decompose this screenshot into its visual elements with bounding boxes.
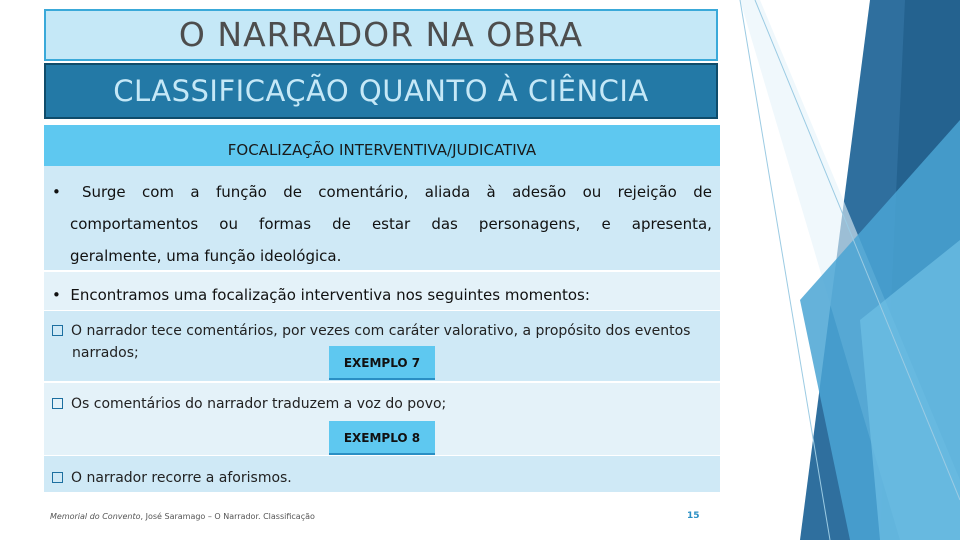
paragraph-2 xyxy=(52,286,712,304)
word: rejeição xyxy=(617,183,677,201)
bullet-icon: • xyxy=(52,183,66,201)
word: função xyxy=(215,183,267,201)
footer-rest: , José Saramago – O Narrador. Classificação xyxy=(140,512,315,521)
word: apresenta, xyxy=(631,215,712,233)
example-7-button[interactable]: EXEMPLO 7 xyxy=(329,346,435,380)
word: adesão xyxy=(512,183,567,201)
word: ou xyxy=(582,183,602,201)
word: e xyxy=(601,215,611,233)
word: de xyxy=(693,183,712,201)
list-item-text: O narrador tece comentários, por vezes com caráter valorativo, a propósito dos eventos xyxy=(71,323,691,339)
footer-work-title: Memorial do Convento xyxy=(50,512,141,521)
word: das xyxy=(431,215,458,233)
word: com xyxy=(142,183,175,201)
list-item-text: Os comentários do narrador traduzem a voz do povo; xyxy=(71,396,447,412)
word: comentário, xyxy=(318,183,409,201)
paragraph-1 xyxy=(52,176,712,272)
paragraph-2-text: Encontramos uma focalização interventiva nos seguintes momentos: xyxy=(70,286,590,304)
checkbox-bullet-icon xyxy=(52,398,63,409)
list-item-continuation: narrados; xyxy=(72,345,139,361)
word: de xyxy=(283,183,302,201)
title-line-2: CLASSIFICAÇÃO QUANTO À CIÊNCIA xyxy=(44,63,718,119)
word: aliada xyxy=(424,183,471,201)
list-item-text: O narrador recorre a aforismos. xyxy=(71,470,292,486)
checkbox-bullet-icon xyxy=(52,325,63,336)
word: comportamentos xyxy=(70,215,199,233)
footer-source xyxy=(50,512,315,521)
word: de xyxy=(332,215,351,233)
paragraph-1-line-2 xyxy=(52,208,712,240)
word: a xyxy=(190,183,200,201)
list-item xyxy=(52,396,712,412)
title-line-1: O NARRADOR NA OBRA xyxy=(44,9,718,61)
paragraph-1-line-3: geralmente, uma função ideológica. xyxy=(70,247,342,265)
word: formas xyxy=(259,215,312,233)
example-8-button[interactable]: EXEMPLO 8 xyxy=(329,421,435,455)
checkbox-bullet-icon xyxy=(52,472,63,483)
word: personagens, xyxy=(478,215,581,233)
list-item xyxy=(52,470,712,486)
page-number: 15 xyxy=(687,511,700,521)
section-header: FOCALIZAÇÃO INTERVENTIVA/JUDICATIVA xyxy=(44,125,720,166)
word: ou xyxy=(219,215,238,233)
word: Surge xyxy=(81,183,126,201)
word: à xyxy=(486,183,496,201)
paragraph-1-line-1 xyxy=(52,176,712,208)
bullet-icon: • xyxy=(52,286,71,304)
word: estar xyxy=(371,215,411,233)
